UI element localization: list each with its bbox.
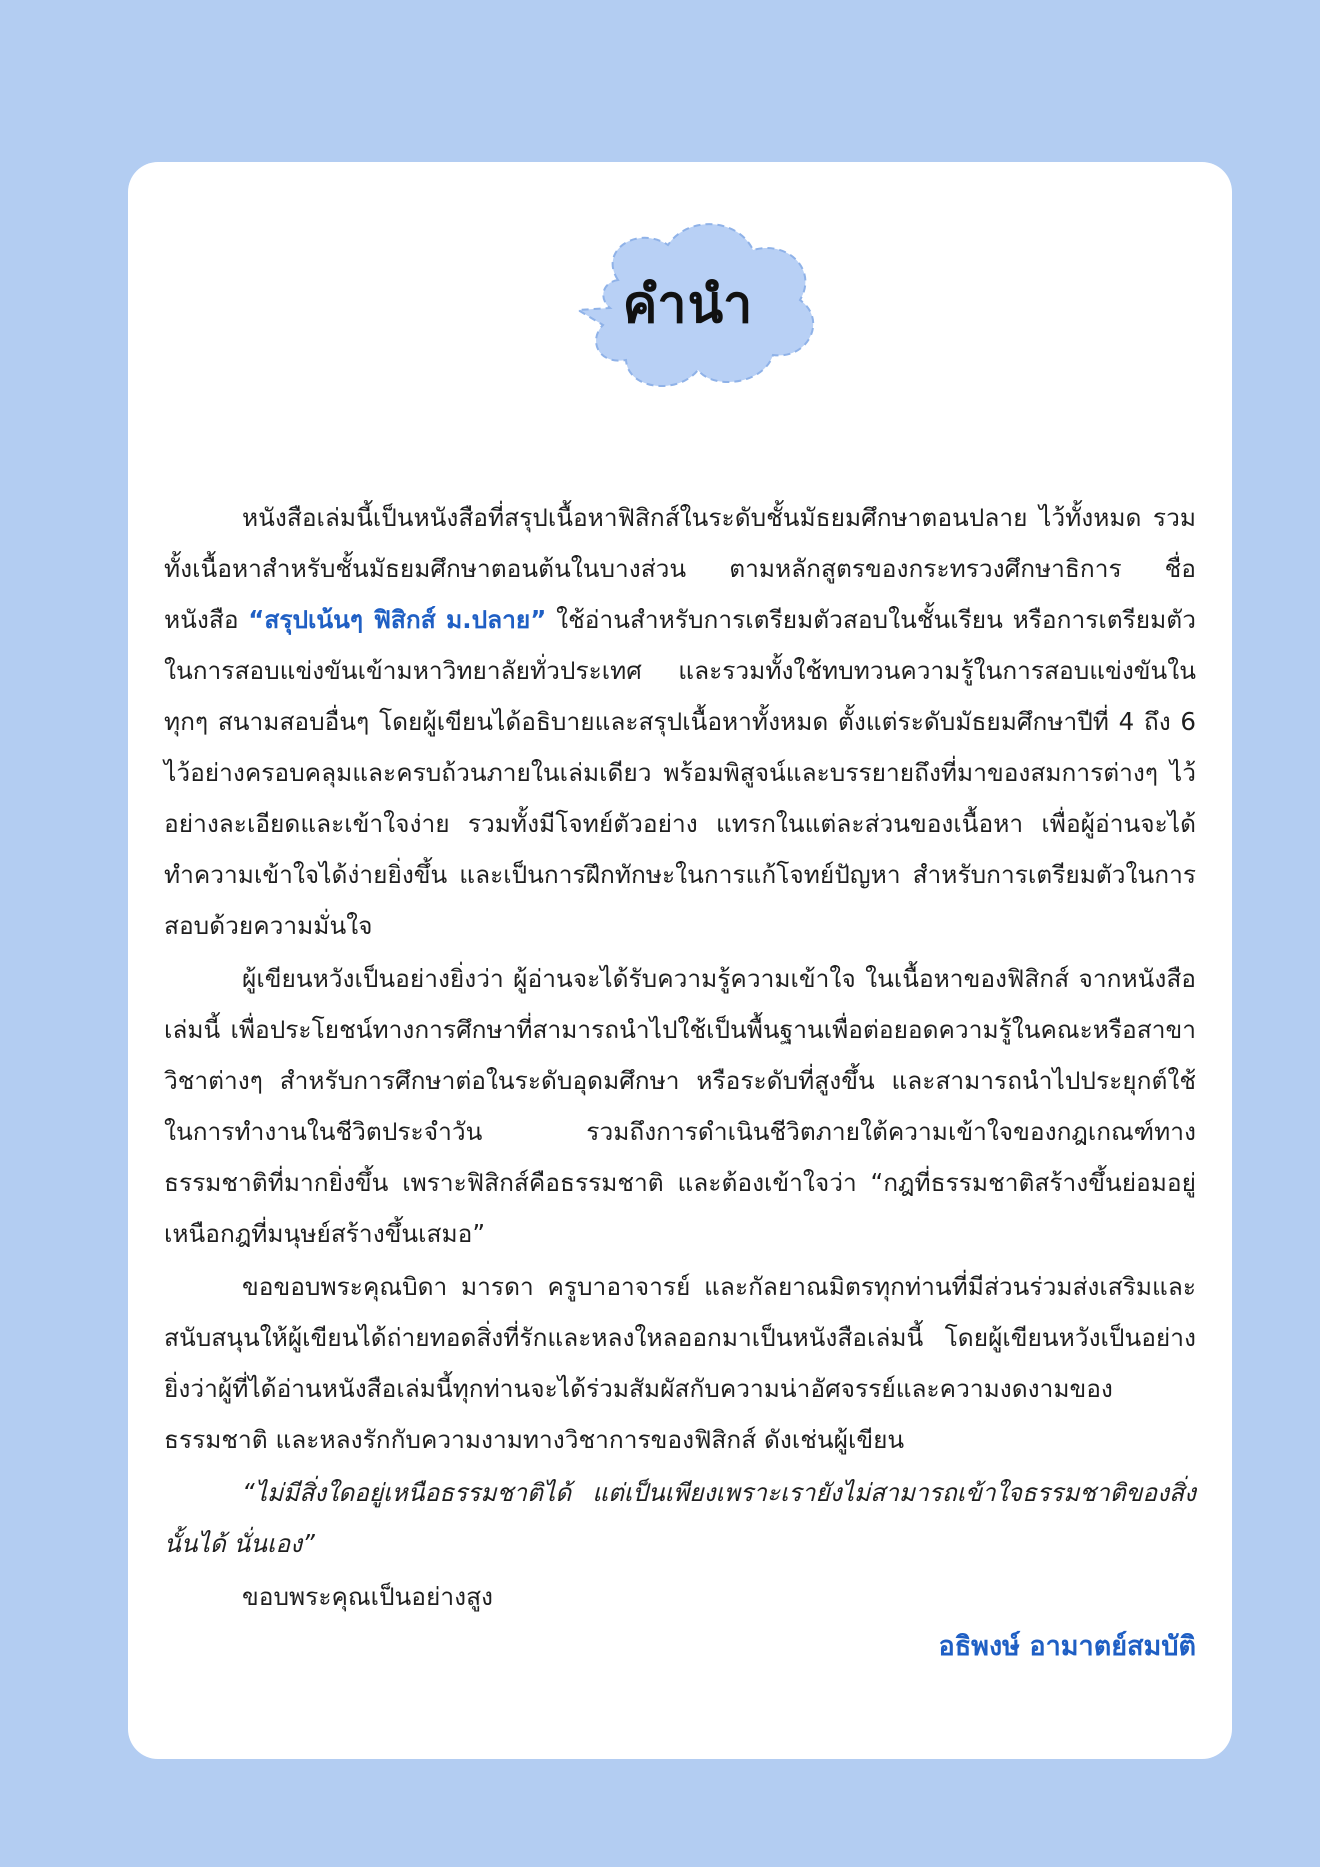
paragraph-hope: ผู้เขียนหวังเป็นอย่างยิ่งว่า ผู้อ่านจะได้รับความรู้ความเข้าใจ ในเนื้อหาของฟิสิกส์ จากหนังสือเล่มนี้ เพื่อประโยชน์ทางการศึกษาที่สามารถนำไปใช้เป็นพื้นฐานเพื่อต่อยอดความรู้ในคณะหรือสาขาวิชาต่างๆ สำหรับการศึกษาต่อในระดับอุดมศึกษา หรือระดับที่สูงขึ้น และสามารถนำไปประยุกต์ใช้ในการทำงานในชีวิตประจำวัน รวมถึงการดำเนินชีวิตภายใต้ความเข้าใจของกฎเกณฑ์ทางธรรมชาติที่มากยิ่งขึ้น เพราะฟิสิกส์คือธรรมชาติ และต้องเข้าใจว่า “กฎที่ธรรมชาติสร้างขึ้นย่อมอยู่เหนือกฎที่มนุษย์สร้างขึ้นเสมอ” [164, 964, 1196, 1248]
paragraph-intro [164, 492, 1196, 951]
page-title: คำนำ [622, 275, 754, 335]
title-cloud [538, 210, 838, 400]
paragraph-thanks: ขอขอบพระคุณบิดา มารดา ครูบาอาจารย์ และกัลยาณมิตรทุกท่านที่มีส่วนร่วมส่งเสริมและสนับสนุนให้ผู้เขียนได้ถ่ายทอดสิ่งที่รักและหลงใหลออกมาเป็นหนังสือเล่มนี้ โดยผู้เขียนหวังเป็นอย่างยิ่งว่าผู้ที่ได้อ่านหนังสือเล่มนี้ทุกท่านจะได้ร่วมสัมผัสกับความน่าอัศจรรย์และความงดงามของธรรมชาติ และหลงรักกับความงามทางวิชาการของฟิสิกส์ ดังเช่นผู้เขียน [164, 1272, 1196, 1454]
preface-body [164, 492, 1196, 1624]
page-card [128, 162, 1232, 1759]
author-signature: อธิพงษ์ อามาตย์สมบัติ [938, 1631, 1196, 1662]
book-title-highlight: “สรุปเน้นๆ ฟิสิกส์ ม.ปลาย” [248, 605, 547, 634]
nature-quote: “ไม่มีสิ่งใดอยู่เหนือธรรมชาติได้ แต่เป็นเพียงเพราะเรายังไม่สามารถเข้าใจธรรมชาติของสิ่งนั้นได้ นั่นเอง” [164, 1478, 1196, 1558]
paragraph-intro-start: หนังสือเล่มนี้เป็นหนังสือที่สรุปเนื้อหาฟิสิกส์ในระดับชั้นมัธยมศึกษาตอนปลาย ไว้ทั้งหมด รวมทั้งเนื้อหาสำหรับชั้นมัธยมศึกษาตอนต้นในบางส่วน ตามหลักสูตรของกระทรวงศึกษาธิการ ชื่อหนังสือ [164, 503, 1196, 634]
paragraph-intro-end: ใช้อ่านสำหรับการเตรียมตัวสอบในชั้นเรียน หรือการเตรียมตัวในการสอบแข่งขันเข้ามหาวิทยาลัยทั่วประเทศ และรวมทั้งใช้ทบทวนความรู้ในการสอบแข่งขันในทุกๆ สนามสอบอื่นๆ โดยผู้เขียนได้อธิบายและสรุปเนื้อหาทั้งหมด ตั้งแต่ระดับมัธยมศึกษาปีที่ 4 ถึง 6 ไว้อย่างครอบคลุมและครบถ้วนภายในเล่มเดียว พร้อมพิสูจน์และบรรยายถึงที่มาของสมการต่างๆ ไว้อย่างละเอียดและเข้าใจง่าย รวมทั้งมีโจทย์ตัวอย่าง แทรกในแต่ละส่วนของเนื้อหา เพื่อผู้อ่านจะได้ทำความเข้าใจได้ง่ายยิ่งขึ้น และเป็นการฝึกทักษะในการแก้โจทย์ปัญหา สำหรับการเตรียมตัวในการสอบด้วยความมั่นใจ [164, 605, 1196, 940]
closing-thanks: ขอบพระคุณเป็นอย่างสูง [242, 1582, 493, 1611]
